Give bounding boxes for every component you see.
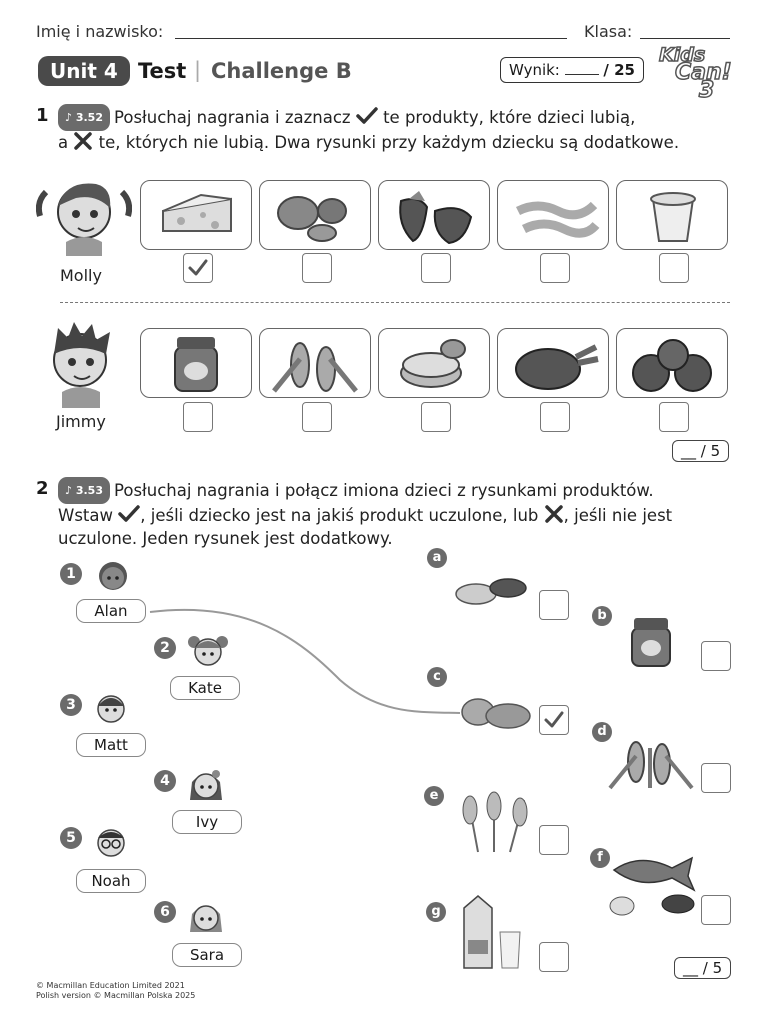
- class-label: Klasa:: [584, 22, 633, 41]
- child-number: 1: [60, 563, 82, 585]
- item-letter: a: [427, 548, 447, 568]
- answer-checkbox[interactable]: [701, 763, 731, 793]
- name-label: Imię i nazwisko:: [36, 22, 164, 41]
- score-label: Wynik:: [509, 61, 560, 79]
- seafood-icon: [606, 846, 700, 922]
- item-letter: d: [592, 722, 612, 742]
- kids-can-logo: Kids Can! 3: [659, 44, 732, 103]
- title-separator: |: [194, 58, 202, 82]
- audio-track-badge[interactable]: ♪ 3.53: [58, 477, 110, 504]
- test-title: Test: [138, 59, 187, 83]
- kate-face-icon: [186, 630, 230, 670]
- exercise-2-instruction: ♪ 3.53 Posłuchaj nagrania i połącz imiona dzieci z rysunkami produktów. Wstaw , jeśli dziecko jest na jakiś produkt uczulone, lub , jeśli nie jest uczulone. Jeden rysunek jest dodatkowy.: [58, 477, 748, 550]
- exercise-2-number: 2: [36, 478, 49, 499]
- child-name-pill[interactable]: Matt: [76, 733, 146, 757]
- noah-face-icon: [92, 822, 130, 860]
- answer-checkbox[interactable]: [539, 825, 569, 855]
- answer-checkbox[interactable]: [701, 895, 731, 925]
- corn-icon: [606, 728, 696, 790]
- copyright-footer: © Macmillan Education Limited 2021 Polish version © Macmillan Polska 2025: [36, 981, 196, 1000]
- milk-icon: [458, 892, 524, 970]
- item-letter: e: [424, 786, 444, 806]
- audio-track-badge[interactable]: ♪ 3.52: [58, 104, 110, 131]
- item-letter: f: [590, 848, 610, 868]
- peanuts-icon: [452, 570, 532, 610]
- exercise-1-number: 1: [36, 105, 49, 126]
- sara-face-icon: [184, 896, 228, 938]
- child-number: 6: [154, 901, 176, 923]
- answer-checkbox[interactable]: [539, 590, 569, 620]
- tick-mark-icon: [540, 706, 568, 734]
- unit-badge: Unit 4: [38, 56, 130, 86]
- ivy-face-icon: [184, 764, 228, 806]
- exercise-1-instruction: ♪ 3.52 Posłuchaj nagrania i zaznacz te produkty, które dzieci lubią, a te, których nie lubią. Dwa rysunki przy każdym dziecku są dodatkowe.: [58, 104, 748, 154]
- exercise-1-points[interactable]: __ / 5: [672, 440, 729, 462]
- child-name-pill[interactable]: Kate: [170, 676, 240, 700]
- answer-checkbox[interactable]: [701, 641, 731, 671]
- challenge-title: Challenge B: [211, 59, 352, 83]
- eggs-icon: [456, 690, 536, 730]
- honey-jar-icon: [626, 616, 676, 668]
- child-number: 5: [60, 827, 82, 849]
- child-name-pill[interactable]: Alan: [76, 599, 146, 623]
- jimmy-name: Jimmy: [56, 412, 106, 431]
- child-number: 4: [154, 770, 176, 792]
- child-name-pill[interactable]: Noah: [76, 869, 146, 893]
- item-letter: b: [592, 606, 612, 626]
- answer-checkbox[interactable]: [539, 705, 569, 735]
- matt-face-icon: [92, 688, 130, 726]
- child-name-pill[interactable]: Sara: [172, 943, 242, 967]
- molly-name: Molly: [60, 266, 102, 285]
- wheat-icon: [448, 788, 540, 854]
- item-letter: c: [427, 667, 447, 687]
- item-letter: g: [426, 902, 446, 922]
- child-number: 3: [60, 694, 82, 716]
- alan-face-icon: [94, 556, 132, 594]
- child-number: 2: [154, 637, 176, 659]
- score-total: / 25: [603, 61, 635, 79]
- child-name-pill[interactable]: Ivy: [172, 810, 242, 834]
- answer-checkbox[interactable]: [539, 942, 569, 972]
- exercise-2-points[interactable]: __ / 5: [674, 957, 731, 979]
